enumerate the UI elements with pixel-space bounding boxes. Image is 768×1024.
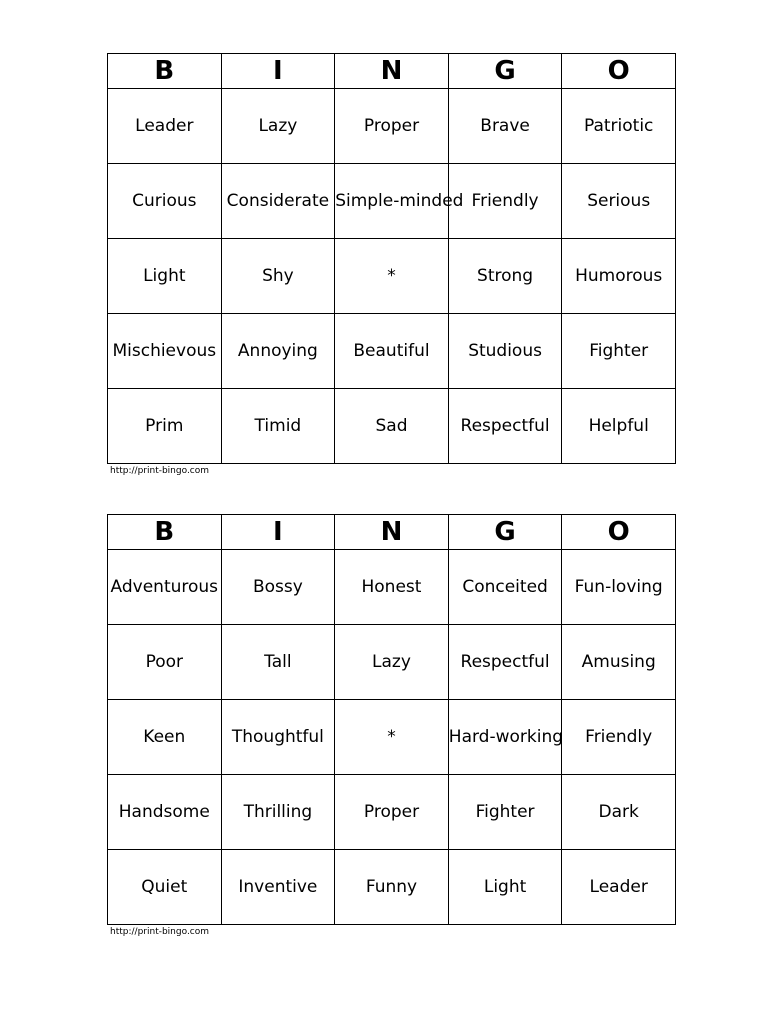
grid-cell: Strong <box>448 239 562 314</box>
bingo-card-2 <box>107 514 676 937</box>
source-url: http://print-bingo.com <box>110 927 210 937</box>
grid-row <box>108 389 676 464</box>
grid-cell: Brave <box>448 89 562 164</box>
grid-cell: Fighter <box>448 775 562 850</box>
grid-cell: Inventive <box>221 850 335 925</box>
source-url: http://print-bingo.com <box>110 466 210 476</box>
grid-cell: Leader <box>562 850 676 925</box>
grid-cell: Respectful <box>448 625 562 700</box>
grid-cell: Handsome <box>108 775 222 850</box>
header-letter-b: B <box>108 54 222 89</box>
header-letter-i: I <box>221 515 335 550</box>
grid-row <box>108 550 676 625</box>
grid-cell: Beautiful <box>335 314 449 389</box>
grid-row <box>108 700 676 775</box>
grid-cell: Thoughtful <box>221 700 335 775</box>
header-letter-n: N <box>335 54 449 89</box>
header-row <box>108 54 676 89</box>
free-space-cell: * <box>335 700 449 775</box>
header-row <box>108 515 676 550</box>
grid-cell: Adventurous <box>108 550 222 625</box>
grid-cell: Light <box>448 850 562 925</box>
grid-row <box>108 164 676 239</box>
grid-cell: Prim <box>108 389 222 464</box>
grid-cell: Serious <box>562 164 676 239</box>
grid-cell: Annoying <box>221 314 335 389</box>
grid-cell: Friendly <box>448 164 562 239</box>
grid-row <box>108 625 676 700</box>
header-letter-o: O <box>562 54 676 89</box>
grid-row <box>108 89 676 164</box>
grid-row <box>108 314 676 389</box>
grid-row <box>108 239 676 314</box>
grid-cell: Considerate <box>221 164 335 239</box>
grid-cell: Timid <box>221 389 335 464</box>
grid-cell: Tall <box>221 625 335 700</box>
grid-cell: Bossy <box>221 550 335 625</box>
grid-cell: Lazy <box>335 625 449 700</box>
grid-cell: Proper <box>335 89 449 164</box>
grid-cell: Fun-loving <box>562 550 676 625</box>
grid-cell: Proper <box>335 775 449 850</box>
grid-cell: Studious <box>448 314 562 389</box>
grid-cell: Fighter <box>562 314 676 389</box>
grid-cell: Sad <box>335 389 449 464</box>
grid-cell: Friendly <box>562 700 676 775</box>
grid-cell: Conceited <box>448 550 562 625</box>
grid-cell: Mischievous <box>108 314 222 389</box>
header-letter-o: O <box>562 515 676 550</box>
grid-row <box>108 775 676 850</box>
grid-cell: Respectful <box>448 389 562 464</box>
grid-cell: Curious <box>108 164 222 239</box>
grid-cell: Poor <box>108 625 222 700</box>
grid-cell: Thrilling <box>221 775 335 850</box>
bingo-grid <box>107 53 676 464</box>
grid-cell: Funny <box>335 850 449 925</box>
header-letter-g: G <box>448 515 562 550</box>
grid-cell: Helpful <box>562 389 676 464</box>
grid-cell: Light <box>108 239 222 314</box>
grid-cell: Patriotic <box>562 89 676 164</box>
grid-cell: Amusing <box>562 625 676 700</box>
header-letter-n: N <box>335 515 449 550</box>
header-letter-i: I <box>221 54 335 89</box>
grid-cell: Simple-minded <box>335 164 449 239</box>
free-space-cell: * <box>335 239 449 314</box>
grid-cell: Shy <box>221 239 335 314</box>
header-letter-g: G <box>448 54 562 89</box>
bingo-grid <box>107 514 676 925</box>
grid-cell: Keen <box>108 700 222 775</box>
grid-cell: Dark <box>562 775 676 850</box>
grid-cell: Honest <box>335 550 449 625</box>
grid-row <box>108 850 676 925</box>
grid-cell: Leader <box>108 89 222 164</box>
grid-cell: Hard-working <box>448 700 562 775</box>
grid-cell: Lazy <box>221 89 335 164</box>
bingo-card-1 <box>107 53 676 476</box>
header-letter-b: B <box>108 515 222 550</box>
grid-cell: Quiet <box>108 850 222 925</box>
grid-cell: Humorous <box>562 239 676 314</box>
